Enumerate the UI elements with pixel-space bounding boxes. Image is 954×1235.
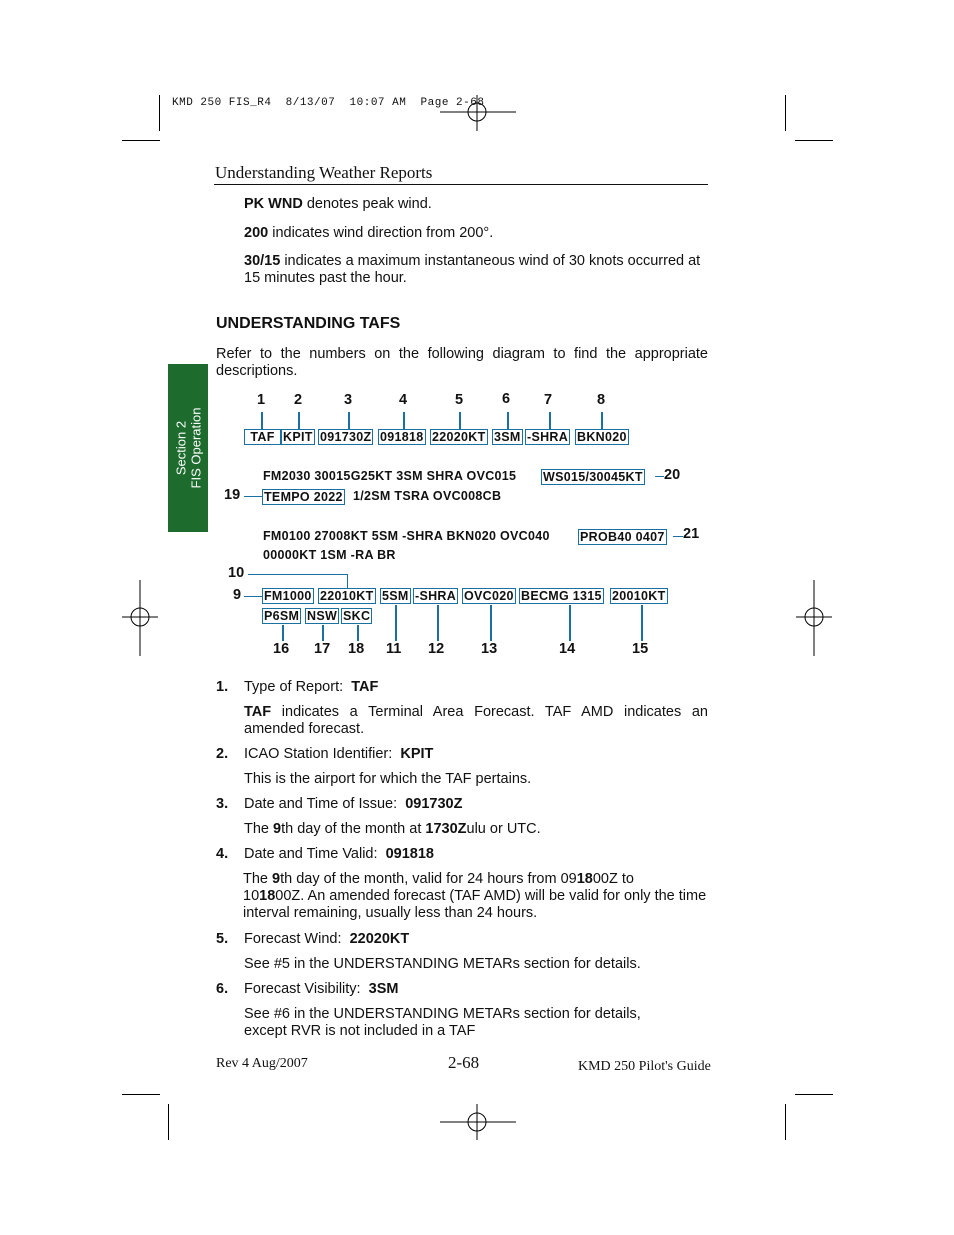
taf-token: WS015/30045KT [543,470,643,484]
crop-mark [159,95,160,131]
intro-para [244,196,708,213]
callout-number: 16 [273,641,290,657]
taf-token: OVC020 [464,589,514,603]
item-description: TAF indicates a Terminal Area Forecast. TAF AMD indicates an amended forecast. [244,704,708,737]
taf-token: -SHRA [527,430,569,444]
crop-mark [785,1104,786,1140]
leader-line [641,605,643,641]
intro-term: 30/15 [244,253,281,269]
callout-number: 19 [224,487,241,503]
leader-line [655,476,664,477]
callout-number: 10 [228,565,245,581]
callout-number: 3 [344,392,353,408]
item-description: See #6 in the UNDERSTANDING METARs section for details, except RVR is not included in a TAF [244,1006,641,1039]
crop-mark [785,95,786,131]
callout-number: 13 [481,641,498,657]
item-title: Date and Time of Issue: 091730Z [244,796,463,812]
item-title: ICAO Station Identifier: KPIT [244,746,434,762]
crop-mark [795,1094,833,1095]
item-description: This is the airport for which the TAF pertains. [244,771,532,787]
leader-line [348,412,350,429]
callout-number: 18 [348,641,365,657]
item-title: Type of Report: TAF [244,679,379,695]
callout-number: 20 [664,467,681,483]
callout-number: 14 [559,641,576,657]
leader-line [490,605,492,641]
leader-line [673,536,683,537]
leader-line [437,605,439,641]
taf-token: PROB40 0407 [580,530,665,544]
leader-line [282,625,284,641]
item-title: Forecast Wind: 22020KT [244,931,410,947]
intro-term: 200 [244,225,269,241]
callout-number: 9 [233,587,242,603]
taf-token: NSW [307,609,338,623]
callout-number: 5 [455,392,464,408]
taf-token: TEMPO 2022 [264,490,343,504]
leader-line [601,412,603,429]
taf-token: 091730Z [320,430,372,444]
leader-line [347,574,348,588]
taf-token: -SHRA [415,589,457,603]
print-header: KMD 250 FIS_R4 8/13/07 10:07 AM Page 2-68 [172,97,485,109]
intro-para [244,253,712,287]
callout-number: 6 [502,391,511,407]
taf-token: 091818 [380,430,424,444]
crop-mark [122,140,160,141]
taf-token: 5SM [382,589,409,603]
leader-line [403,412,405,429]
item-title: Date and Time Valid: 091818 [244,846,434,862]
footer-guide-title: KMD 250 Pilot's Guide [578,1059,711,1074]
item-number: 5. [216,931,229,947]
leader-line [248,574,348,575]
taf-token: TAF [244,429,281,445]
taf-token: 22010KT [320,589,374,603]
leader-line [244,496,262,497]
intro-para [244,225,708,242]
callout-number: 1 [257,392,266,408]
callout-number: 7 [544,392,553,408]
item-description: The 9th day of the month at 1730Zulu or UTC. [244,821,541,837]
intro-text: indicates wind direction from 200°. [268,225,494,241]
page-number: 2-68 [448,1053,480,1072]
taf-token: BECMG 1315 [521,589,602,603]
leader-line [244,596,262,597]
taf-line-text: FM0100 27008KT 5SM -SHRA BKN020 OVC040 [263,529,550,543]
callout-number: 2 [294,392,303,408]
side-tab-line2: FIS Operation [188,407,203,489]
callout-number: 15 [632,641,649,657]
crop-mark [795,140,833,141]
taf-line-text: 1/2SM TSRA OVC008CB [353,489,502,503]
item-number: 2. [216,746,229,762]
callout-number: 4 [399,392,408,408]
taf-line-text: FM2030 30015G25KT 3SM SHRA OVC015 [263,469,517,483]
item-number: 4. [216,846,229,862]
registration-mark-icon [796,580,832,656]
callout-number: 8 [597,392,606,408]
crop-mark [122,1094,160,1095]
item-number: 6. [216,981,229,997]
callout-number: 11 [386,641,402,657]
taf-token: FM1000 [264,589,312,603]
section-heading: UNDERSTANDING TAFS [216,315,401,332]
refer-text: Refer to the numbers on the following diagram to find the appropriate descriptions. [216,346,708,379]
leader-line [569,605,571,641]
leader-line [322,625,324,641]
callout-number: 17 [314,641,331,657]
leader-line [357,625,359,641]
leader-line [459,412,461,429]
leader-line [395,605,397,641]
intro-term: PK WND [244,196,303,212]
leader-line [507,412,509,429]
item-title: Forecast Visibility: 3SM [244,981,399,997]
taf-line-text: 00000KT 1SM -RA BR [263,548,396,562]
intro-text: denotes peak wind. [302,196,432,212]
registration-mark-icon [122,580,158,656]
taf-token: KPIT [283,430,313,444]
side-tab-line1: Section 2 [173,420,188,476]
item-number: 1. [216,679,229,695]
crop-mark [168,1104,169,1140]
leader-line [298,412,300,429]
item-description: See #5 in the UNDERSTANDING METARs section for details. [244,956,641,972]
item-description: The 9th day of the month, valid for 24 hours from 091800Z to 101800Z. An amended forecast (TAF AMD) will be valid for only the time interval remaining, usually less than 24 hours. [243,871,707,921]
leader-line [261,412,263,429]
taf-token: BKN020 [577,430,627,444]
taf-token: 3SM [494,430,521,444]
taf-token: 22020KT [432,430,486,444]
footer-revision: Rev 4 Aug/2007 [216,1056,308,1071]
taf-token: P6SM [264,609,300,623]
callout-number: 21 [683,526,700,542]
section-title: Understanding Weather Reports [215,163,433,182]
item-number: 3. [216,796,229,812]
side-tab-label [168,364,208,532]
callout-number: 12 [428,641,445,657]
taf-token: SKC [343,609,371,623]
intro-text: indicates a maximum instantaneous wind of 30 knots occurred at 15 minutes past the hour. [244,253,701,286]
registration-mark-icon [440,1104,516,1140]
taf-token: 20010KT [612,589,666,603]
title-rule [214,184,708,185]
leader-line [549,412,551,429]
